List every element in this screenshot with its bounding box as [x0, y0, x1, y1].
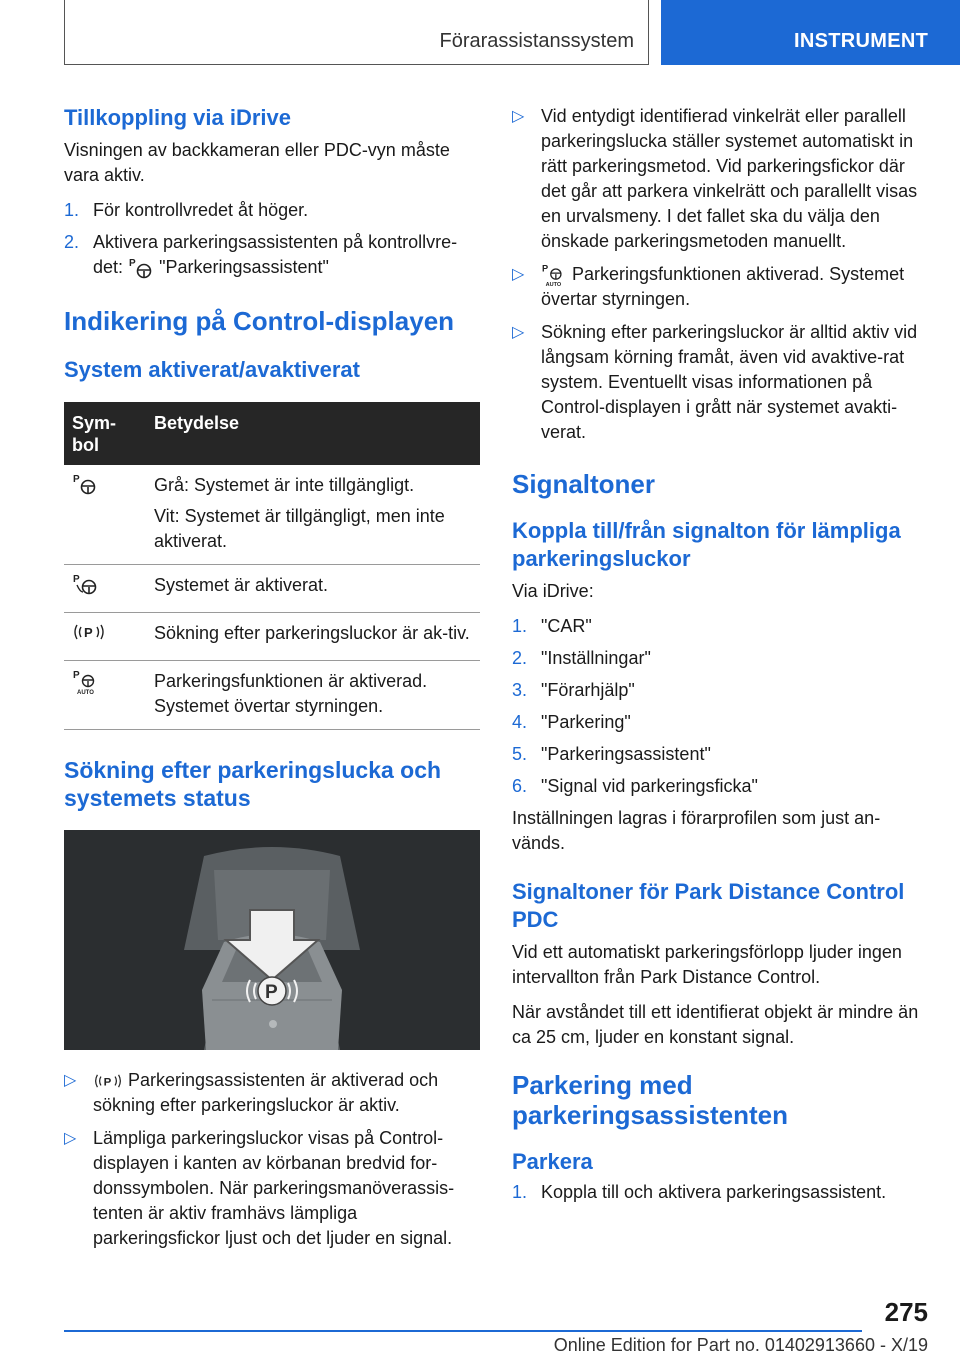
left-column: [64, 100, 480, 1259]
page-number: 275: [884, 1297, 928, 1327]
col-meaning: Betydelse: [146, 402, 480, 465]
parking-assist-icon: [72, 473, 98, 495]
parking-assist-active-icon: [72, 573, 100, 595]
right-column: [512, 104, 928, 1212]
list-item: 5. "Parkeringsassistent": [512, 744, 711, 765]
symbol-table: [64, 402, 480, 730]
list-item: ▷ Vid entydigt identifierad vinkelrät eller parallell parkeringslucka ställer systemet automatiskt in rätt parkeringsmetod. Vid parkeringsfickor där det går att parkera vinkelrätt och parallellt visas en urvalsmeny. I det fallet ska du välja den önskade parkeringsmetoden manuellt.: [512, 106, 918, 251]
heading-pdc: Signaltoner för Park Distance Control PDC: [512, 879, 905, 933]
list-item: 2. "Inställningar": [512, 648, 651, 669]
triangle-icon: ▷: [512, 266, 525, 283]
svg-text:P: P: [73, 474, 80, 485]
table-row: P Sökning efter parkeringsluckor är ak-tiv.: [64, 613, 480, 661]
search-status-bullets: [64, 1068, 480, 1251]
list-item: ▷ Sökning efter parkeringsluckor är alltid aktiv vid långsam körning framåt, även vid avaktive-rat system. Eventuellt visas informationen på Control-displayen i grått när systemet avakti-verat.: [512, 322, 918, 443]
parking-auto-icon: [541, 263, 567, 287]
svg-text:AUTO: AUTO: [545, 282, 562, 288]
list-item: 2. Aktivera parkeringsassistenten på kontrollvre-det: P "Parkeringsassistent": [64, 230, 480, 280]
svg-text:P: P: [73, 670, 80, 681]
table-row: P Grå: Systemet är inte tillgängligt. Vit: Systemet är tillgängligt, men inte aktiverat.: [64, 465, 480, 565]
svg-text:AUTO: AUTO: [77, 690, 94, 695]
list-item: 6. "Signal vid parkeringsficka": [512, 776, 758, 797]
triangle-icon: ▷: [64, 1130, 77, 1147]
list-item: 1. Koppla till och aktivera parkeringsassistent.: [512, 1182, 887, 1203]
list-item: ▷ P AUTO Parkeringsfunktionen aktiverad. Systemet övertar styrningen.: [512, 263, 905, 310]
triangle-icon: ▷: [512, 324, 525, 342]
heading-toggle-signal: Koppla till/från signalton för lämpliga parkeringsluckor: [512, 518, 901, 572]
parking-assist-icon: [128, 257, 154, 279]
parking-search-icon: [93, 1071, 123, 1091]
mode-bullets: [512, 104, 928, 445]
list-item: 3. "Förarhjälp": [512, 680, 635, 701]
para-idrive: Visningen av backkameran eller PDC-vyn måste vara aktiv.: [64, 140, 450, 185]
list-item: 1. "CAR": [512, 616, 592, 637]
heading-control-display: Indikering på Control-displayen: [64, 306, 455, 336]
parking-search-icon: [72, 621, 106, 643]
heading-parking-assistant: Parkering med parkeringsassistenten: [512, 1070, 789, 1131]
svg-text:P: P: [73, 574, 80, 585]
para-pdc-2: När avståndet till ett identifierat objekt är mindre än ca 25 cm, ljuder en konstant signal.: [512, 1002, 919, 1048]
idrive-steps: [64, 198, 480, 280]
para-saved: Inställningen lagras i förarprofilen som just an-vänds.: [512, 808, 881, 854]
heading-park: Parkera: [512, 1149, 593, 1175]
list-item: ▷ Lämpliga parkeringsluckor visas på Control-displayen i kanten av körbanan bredvid for-donssymbolen. När parkeringsmanöverassis-tenten är aktiv framhävs lämpliga parkeringsfickor ljust och det ljuder en signal.: [64, 1128, 455, 1248]
col-symbol: Sym-bol: [64, 402, 146, 465]
parking-auto-icon: [72, 669, 100, 695]
svg-text:P: P: [84, 625, 93, 640]
table-row: P AUTO Parkeringsfunktionen är aktiverad. Systemet övertar styrningen.: [64, 661, 480, 730]
triangle-icon: ▷: [512, 108, 525, 125]
para-pdc-1: Vid ett automatiskt parkeringsförlopp ljuder ingen intervallton från Park Distance Control.: [512, 942, 902, 988]
heading-signal-tones: Signaltoner: [512, 469, 656, 500]
para-via-idrive: Via iDrive:: [512, 581, 594, 602]
footer-divider: [64, 1330, 862, 1332]
table-row: P Systemet är aktiverat.: [64, 565, 480, 613]
list-item: 1. För kontrollvredet åt höger.: [64, 200, 309, 220]
header-tab-instrument[interactable]: [661, 0, 960, 65]
list-item: ▷ P Parkeringsassistenten är aktiverad och sökning efter parkeringsluckor är aktiv.: [64, 1070, 439, 1115]
triangle-icon: ▷: [64, 1072, 77, 1089]
list-item: 4. "Parkering": [512, 712, 631, 733]
svg-text:P: P: [103, 1076, 112, 1089]
heading-search-status: Sökning efter parkeringslucka och systemets status: [64, 757, 442, 811]
svg-text:P: P: [542, 263, 549, 274]
parking-display-image: [64, 830, 480, 1050]
table-header-row: [64, 402, 480, 465]
section-title: Förarassistanssystem: [439, 30, 634, 52]
footer-edition: Online Edition for Part no. 01402913660 - X/19: [553, 1335, 928, 1355]
menu-steps: [512, 614, 928, 799]
heading-idrive: Tillkoppling via iDrive: [64, 105, 291, 130]
park-steps: [512, 1180, 928, 1205]
header-section: [64, 0, 649, 65]
svg-text:P: P: [129, 258, 136, 270]
svg-text:P: P: [265, 982, 278, 1003]
tab-label: INSTRUMENT: [794, 30, 929, 52]
heading-system-status: System aktiverat/avaktiverat: [64, 357, 360, 382]
